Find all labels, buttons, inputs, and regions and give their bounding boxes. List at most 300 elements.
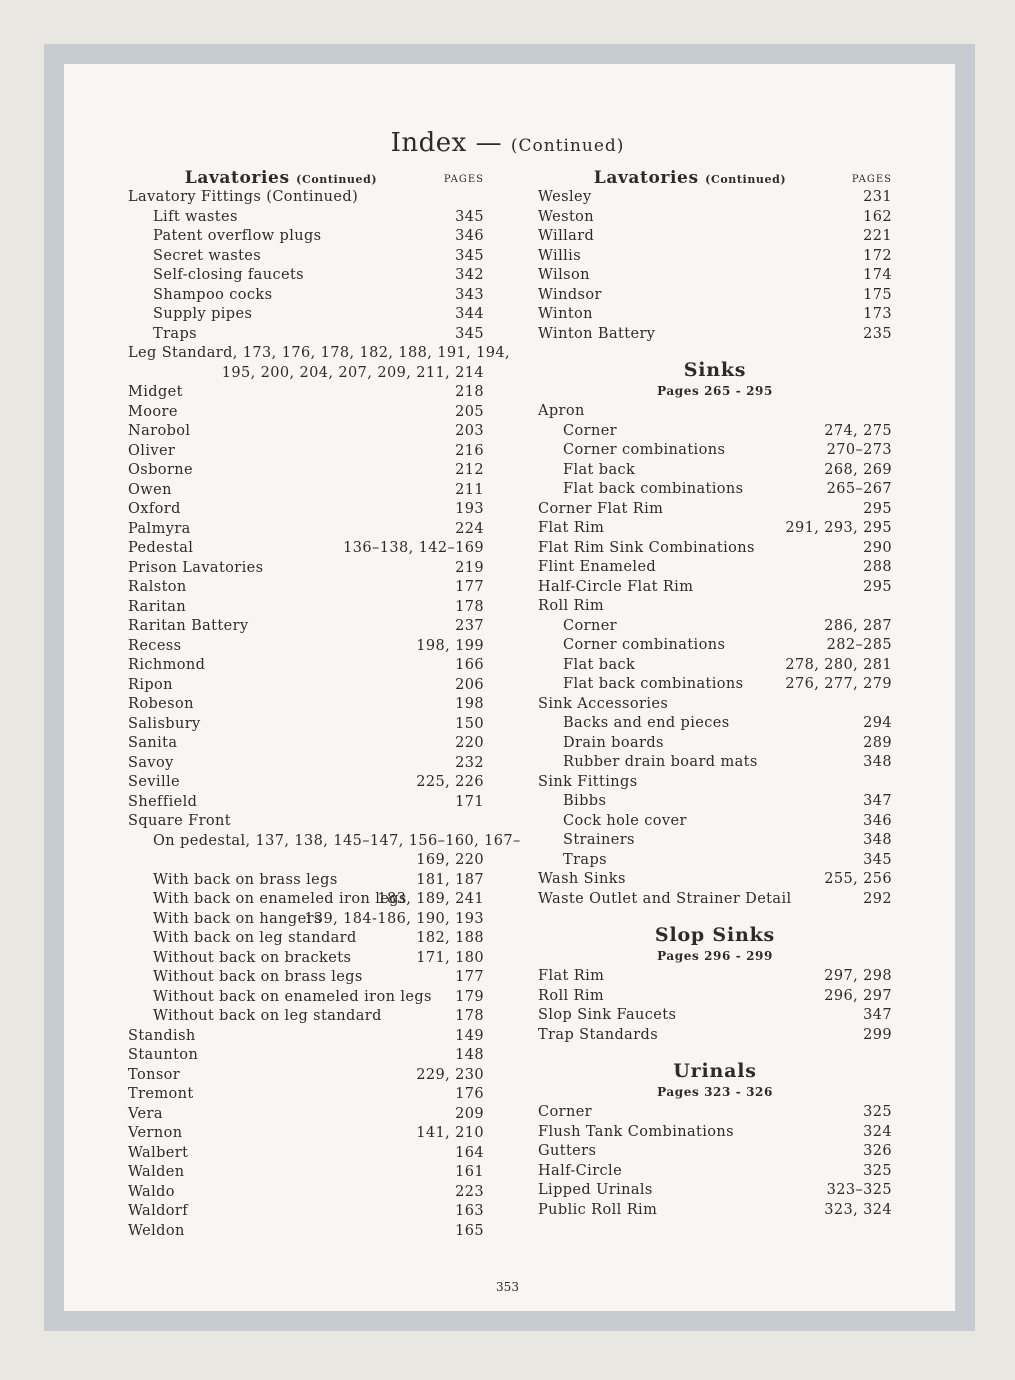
index-entry <box>128 695 484 715</box>
index-entry <box>128 637 484 657</box>
right-header-text: Lavatories <box>593 168 699 188</box>
entry-pages: 178 <box>455 1008 484 1024</box>
index-entry <box>538 558 892 578</box>
entry-label: Patent overflow plugs <box>153 228 322 244</box>
entry-label: Prison Lavatories <box>128 559 264 576</box>
entry-label: Weldon <box>128 1222 185 1239</box>
entry-pages: 161 <box>455 1164 484 1180</box>
index-entry <box>538 208 892 228</box>
entry-pages: 288 <box>863 559 892 575</box>
right-sections <box>538 358 892 1220</box>
index-entry <box>538 773 892 793</box>
entry-label: With back on brass legs <box>153 871 338 888</box>
section <box>538 1059 892 1220</box>
right-header-continued: (Continued) <box>705 173 787 186</box>
section-title: Sinks <box>683 359 747 381</box>
entry-pages: 268, 269 <box>824 461 892 478</box>
entry-label: Bibbs <box>563 793 607 809</box>
entry-pages: 182, 188 <box>416 930 484 946</box>
entry-label: Rubber drain board mats <box>563 754 758 770</box>
index-entry <box>538 441 892 461</box>
entry-label: Without back on enameled iron legs <box>153 988 432 1005</box>
index-entry <box>538 539 892 559</box>
entry-pages: 278, 280, 281 <box>785 656 892 673</box>
entry-label: Tonsor <box>128 1066 181 1083</box>
index-entry <box>128 754 484 774</box>
entry-label: Walbert <box>128 1144 189 1161</box>
entry-pages: 178 <box>455 598 484 615</box>
index-entry <box>128 793 484 813</box>
entry-pages: 212 <box>455 462 484 478</box>
entry-pages: 295 <box>863 500 892 517</box>
entry-label: Trap Standards <box>538 1026 659 1043</box>
entry-label: Savoy <box>128 754 174 771</box>
index-entry <box>128 910 484 930</box>
entry-label: Drain boards <box>563 734 664 751</box>
entry-label: Raritan <box>128 598 187 615</box>
index-entry <box>538 402 892 422</box>
entry-pages: 289 <box>863 734 892 751</box>
entry-label: Willis <box>538 247 582 264</box>
entry-pages: 323–325 <box>826 1182 892 1198</box>
entry-label: Lavatory Fittings (Continued) <box>128 189 359 205</box>
entry-label: Sink Fittings <box>538 773 638 790</box>
entry-label: Walden <box>128 1164 185 1180</box>
entry-pages: 270–273 <box>826 442 892 458</box>
index-entry <box>538 325 892 345</box>
index-entry <box>538 831 892 851</box>
index-entry <box>538 1006 892 1026</box>
entry-pages: 166 <box>455 657 484 673</box>
index-entry <box>538 500 892 520</box>
entry-pages: 223 <box>455 1183 484 1200</box>
entry-pages: 141, 210 <box>416 1125 484 1141</box>
entry-label: On pedestal, 137, 138, 145–147, 156–160, 167– <box>153 832 521 849</box>
entry-label: Without back on brass legs <box>153 969 363 985</box>
index-entry <box>538 1162 892 1182</box>
entry-pages: 274, 275 <box>824 422 892 439</box>
entry-pages: 343 <box>455 286 484 303</box>
entry-label: Flat Rim <box>538 968 605 984</box>
entry-label: Midget <box>128 384 183 400</box>
index-entry <box>128 676 484 696</box>
index-entry <box>128 1105 484 1125</box>
entry-label: Traps <box>563 851 607 868</box>
left-header-continued: (Continued) <box>296 173 378 186</box>
page-title <box>0 128 1015 158</box>
entry-label: Weston <box>538 208 595 225</box>
index-entry <box>128 305 484 325</box>
entry-label: Public Roll Rim <box>538 1201 658 1218</box>
right-column <box>538 168 892 1220</box>
index-entry <box>538 188 892 208</box>
index-entry <box>538 461 892 481</box>
entry-pages: 290 <box>863 539 892 556</box>
index-entry <box>128 344 511 364</box>
index-entry <box>538 1142 892 1162</box>
entry-label: Willard <box>538 228 595 244</box>
entry-pages: 209 <box>455 1105 484 1122</box>
index-entry <box>128 968 484 988</box>
index-entry <box>538 636 892 656</box>
entry-pages: 292 <box>863 890 892 907</box>
entry-pages: 205 <box>455 403 484 420</box>
index-entry <box>128 500 484 520</box>
entry-label: Tremont <box>128 1086 194 1102</box>
index-entry <box>128 403 484 423</box>
entry-pages: 325 <box>863 1162 892 1179</box>
entry-label: Corner combinations <box>563 637 726 653</box>
index-entry <box>128 1046 484 1066</box>
entry-pages: 291, 293, 295 <box>785 520 892 536</box>
entry-pages: 150 <box>455 715 484 732</box>
index-entry <box>128 988 484 1008</box>
entry-label: Wash Sinks <box>538 871 626 887</box>
entry-label: Without back on brackets <box>153 949 352 966</box>
entry-pages: 221 <box>863 228 892 244</box>
entry-pages: 224 <box>455 520 484 537</box>
entry-label: Winton Battery <box>538 325 656 342</box>
index-entry <box>128 383 484 403</box>
index-entry <box>128 266 484 286</box>
entry-pages: 345 <box>455 208 484 225</box>
index-entry <box>538 1181 892 1201</box>
entry-pages: 345 <box>863 851 892 868</box>
entry-label: Owen <box>128 481 172 498</box>
section-entries <box>538 1103 892 1220</box>
right-entries <box>538 188 892 344</box>
index-entry <box>128 188 484 208</box>
entry-label: Salisbury <box>128 715 201 732</box>
section-title: Urinals <box>673 1060 757 1082</box>
entry-label: Apron <box>538 403 585 419</box>
entry-pages: 181, 187 <box>416 871 484 888</box>
entry-pages: 165 <box>455 1222 484 1239</box>
entry-label: Corner <box>563 422 618 439</box>
entry-label: Strainers <box>563 832 635 848</box>
index-entry <box>128 734 484 754</box>
index-entry <box>128 559 484 579</box>
entry-label: With back on enameled iron legs <box>153 891 407 907</box>
index-entry <box>538 890 892 910</box>
entry-label: Corner Flat Rim <box>538 500 664 517</box>
index-entry <box>128 1066 484 1086</box>
entry-label: Self-closing faucets <box>153 267 305 283</box>
index-entry <box>128 890 484 910</box>
entry-pages: 286, 287 <box>824 617 892 634</box>
entry-label: Robeson <box>128 696 194 712</box>
index-entry <box>128 364 484 384</box>
index-entry <box>128 422 484 442</box>
entry-label: Flat Rim <box>538 520 605 536</box>
entry-pages: 198, 199 <box>416 637 484 654</box>
index-entry <box>538 753 892 773</box>
entry-label: Traps <box>153 325 197 342</box>
index-entry <box>538 1123 892 1143</box>
index-entry <box>128 1085 484 1105</box>
entry-pages: 325 <box>863 1104 892 1120</box>
section <box>538 923 892 1045</box>
entry-label: Roll Rim <box>538 598 605 614</box>
index-entry <box>128 715 484 735</box>
entry-pages: 345 <box>455 325 484 342</box>
entry-label: Gutters <box>538 1143 597 1159</box>
entry-pages: 218 <box>455 384 484 400</box>
entry-pages: 347 <box>863 793 892 809</box>
index-entry <box>538 578 892 598</box>
section-entries <box>538 402 892 909</box>
entry-label: Flat Rim Sink Combinations <box>538 539 755 556</box>
left-entries <box>128 188 521 1241</box>
title-continued: (Continued) <box>510 136 625 156</box>
index-entry <box>128 1124 484 1144</box>
index-entry <box>128 773 484 793</box>
entry-pages: 174 <box>863 267 892 283</box>
index-entry <box>538 987 892 1007</box>
entry-pages: 148 <box>455 1047 484 1063</box>
entry-label: With back on leg standard <box>153 930 357 946</box>
section <box>538 358 892 909</box>
entry-label: Secret wastes <box>153 247 262 264</box>
title-text: Index <box>390 128 467 158</box>
entry-label: Corner <box>538 1104 593 1120</box>
entry-label: Cock hole cover <box>563 812 687 829</box>
entry-label: Vera <box>128 1105 163 1122</box>
entry-pages: 342 <box>455 267 484 283</box>
entry-pages: 346 <box>863 812 892 829</box>
index-entry <box>538 695 892 715</box>
entry-pages: 265–267 <box>826 481 892 497</box>
entry-label: Oxford <box>128 501 181 517</box>
entry-label: Sink Accessories <box>538 695 669 712</box>
entry-label: Waste Outlet and Strainer Detail <box>538 890 792 907</box>
entry-label: Flat back combinations <box>563 481 744 497</box>
index-entry <box>538 247 892 267</box>
entry-pages: 162 <box>863 208 892 225</box>
entry-pages: 296, 297 <box>824 987 892 1004</box>
entry-pages: 295 <box>863 578 892 595</box>
entry-label: Waldo <box>128 1183 175 1200</box>
entry-label: Waldorf <box>128 1203 189 1219</box>
entry-label: Corner <box>563 617 618 634</box>
entry-pages: 225, 226 <box>416 774 484 790</box>
title-dash: — <box>475 128 503 158</box>
entry-pages: 139, 184-186, 190, 193 <box>304 910 484 927</box>
index-entry <box>538 617 892 637</box>
entry-pages: 323, 324 <box>824 1201 892 1218</box>
entry-label: With back on hangers <box>153 910 322 927</box>
index-entry <box>128 1163 484 1183</box>
index-entry <box>128 227 484 247</box>
page-number: 353 <box>496 1280 519 1294</box>
entry-label: Richmond <box>128 657 206 673</box>
entry-pages: 231 <box>863 189 892 205</box>
entry-pages: 297, 298 <box>824 968 892 984</box>
entry-pages: 164 <box>455 1144 484 1161</box>
entry-label: Oliver <box>128 442 176 459</box>
entry-pages: 299 <box>863 1026 892 1043</box>
entry-pages: 179 <box>455 988 484 1005</box>
index-entry <box>128 481 484 501</box>
entry-label: Raritan Battery <box>128 618 249 634</box>
entry-label: Flat back combinations <box>563 676 744 692</box>
entry-pages: 203 <box>455 423 484 439</box>
index-entry <box>128 539 484 559</box>
index-entry <box>538 286 892 306</box>
section-page-range: Pages 296 - 299 <box>657 949 773 963</box>
right-column-header <box>538 168 892 188</box>
index-entry <box>128 247 484 267</box>
index-entry <box>538 422 892 442</box>
entry-pages: 177 <box>455 579 484 595</box>
index-entry <box>128 208 484 228</box>
entry-pages: 324 <box>863 1123 892 1140</box>
right-header-title <box>538 168 842 188</box>
entry-pages: 220 <box>455 735 484 751</box>
entry-label: Wilson <box>538 267 590 283</box>
entry-label: Wesley <box>538 189 592 205</box>
entry-pages: 177 <box>455 969 484 985</box>
entry-label: Standish <box>128 1027 196 1044</box>
entry-pages: 198 <box>455 696 484 712</box>
entry-pages: 229, 230 <box>416 1066 484 1083</box>
entry-pages: 183, 189, 241 <box>377 891 484 907</box>
entry-label: Pedestal <box>128 540 194 556</box>
entry-label: Half-Circle <box>538 1162 623 1179</box>
entry-pages: 276, 277, 279 <box>785 676 892 692</box>
index-entry <box>128 1144 484 1164</box>
entry-label: Lipped Urinals <box>538 1182 653 1198</box>
entry-label: Slop Sink Faucets <box>538 1007 677 1023</box>
entry-label: Ralston <box>128 579 187 595</box>
entry-pages: 348 <box>863 754 892 770</box>
entry-label: Osborne <box>128 462 193 478</box>
entry-pages: 173 <box>863 306 892 322</box>
index-entry <box>128 832 521 852</box>
index-entry <box>538 227 892 247</box>
entry-pages: 326 <box>863 1143 892 1159</box>
index-entry <box>538 870 892 890</box>
entry-label: Flint Enameled <box>538 559 657 575</box>
index-entry <box>538 656 892 676</box>
entry-pages: 176 <box>455 1086 484 1102</box>
left-column-header <box>128 168 484 188</box>
index-entry <box>538 812 892 832</box>
index-entry <box>128 949 484 969</box>
entry-label: Lift wastes <box>153 208 238 225</box>
entry-pages: 195, 200, 204, 207, 209, 211, 214 <box>221 364 484 381</box>
index-entry <box>128 442 484 462</box>
index-entry <box>538 734 892 754</box>
entry-label: Flat back <box>563 656 636 673</box>
index-entry <box>128 812 484 832</box>
index-entry <box>128 851 484 871</box>
entry-pages: 294 <box>863 715 892 731</box>
entry-label: Sanita <box>128 735 178 751</box>
entry-label: Moore <box>128 403 178 420</box>
index-entry <box>128 929 484 949</box>
entry-pages: 175 <box>863 286 892 303</box>
entry-pages: 348 <box>863 832 892 848</box>
left-header-text: Lavatories <box>184 168 290 188</box>
entry-label: Seville <box>128 774 180 790</box>
entry-label: Supply pipes <box>153 306 253 322</box>
entry-label: Vernon <box>128 1125 183 1141</box>
entry-label: Half-Circle Flat Rim <box>538 578 694 595</box>
index-entry <box>538 266 892 286</box>
index-entry <box>128 656 484 676</box>
index-entry <box>538 519 892 539</box>
index-entry <box>128 520 484 540</box>
entry-pages: 345 <box>455 247 484 264</box>
index-entry <box>538 714 892 734</box>
entry-label: Leg Standard, 173, 176, 178, 182, 188, 191, 194, <box>128 345 511 361</box>
index-entry <box>538 675 892 695</box>
entry-label: Staunton <box>128 1047 199 1063</box>
entry-label: Flat back <box>563 461 636 478</box>
index-entry <box>538 851 892 871</box>
index-entry <box>538 1026 892 1046</box>
index-entry <box>128 871 484 891</box>
entry-pages: 346 <box>455 228 484 244</box>
entry-label: Windsor <box>538 286 602 303</box>
section-page-range: Pages 265 - 295 <box>657 384 773 398</box>
section-title: Slop Sinks <box>654 924 776 946</box>
entry-pages: 232 <box>455 754 484 771</box>
index-entry <box>128 578 484 598</box>
index-entry <box>128 325 484 345</box>
index-entry <box>538 480 892 500</box>
index-entry <box>128 1202 484 1222</box>
index-entry <box>538 1201 892 1221</box>
entry-label: Shampoo cocks <box>153 286 273 303</box>
entry-pages: 255, 256 <box>824 871 892 887</box>
section-entries <box>538 967 892 1045</box>
entry-pages: 344 <box>455 306 484 322</box>
entry-pages: 171 <box>455 793 484 810</box>
index-entry <box>538 305 892 325</box>
entry-pages: 172 <box>863 247 892 264</box>
entry-pages: 149 <box>455 1027 484 1044</box>
entry-label: Ripon <box>128 676 173 693</box>
entry-pages: 219 <box>455 559 484 576</box>
entry-pages: 193 <box>455 501 484 517</box>
entry-pages: 169, 220 <box>416 852 484 868</box>
entry-pages: 206 <box>455 676 484 693</box>
entry-label: Winton <box>538 306 593 322</box>
index-entry <box>538 967 892 987</box>
entry-label: Square Front <box>128 813 232 829</box>
entry-pages: 235 <box>863 325 892 342</box>
index-entry <box>128 286 484 306</box>
index-entry <box>538 792 892 812</box>
entry-label: Sheffield <box>128 793 198 810</box>
index-entry <box>128 1007 484 1027</box>
entry-pages: 211 <box>455 481 484 498</box>
entry-pages: 347 <box>863 1007 892 1023</box>
right-pages-label: PAGES <box>851 174 892 185</box>
entry-label: Roll Rim <box>538 987 605 1004</box>
entry-pages: 136–138, 142–169 <box>343 540 484 556</box>
index-entry <box>128 1222 484 1242</box>
entry-pages: 282–285 <box>826 637 892 653</box>
entry-pages: 171, 180 <box>416 949 484 966</box>
index-entry <box>128 461 484 481</box>
index-entry <box>128 617 484 637</box>
index-entry <box>538 1103 892 1123</box>
index-entry <box>128 1027 484 1047</box>
index-entry <box>128 598 484 618</box>
